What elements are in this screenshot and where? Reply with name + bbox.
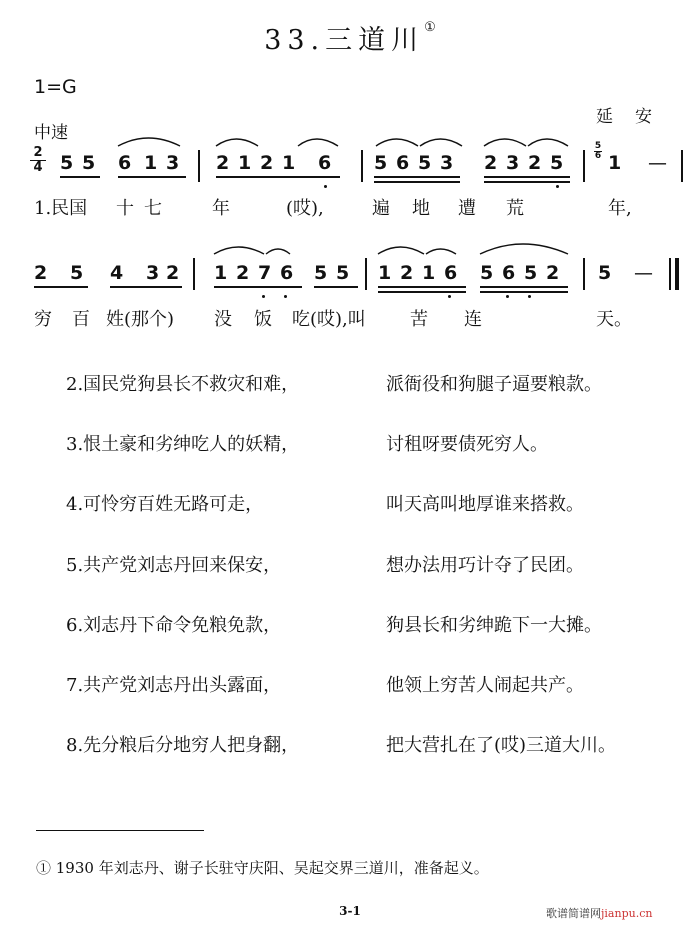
verse-line: 把大营扎在了(哎)三道大川。: [386, 735, 617, 756]
note: 6: [444, 262, 458, 284]
slur: [420, 139, 462, 146]
note: 6: [396, 152, 410, 174]
watermark-text: 歌谱简谱网: [546, 907, 601, 920]
note: 3: [146, 262, 160, 284]
grace-note-bottom: 6: [594, 151, 602, 161]
note: 6: [318, 152, 332, 174]
note: 1: [282, 152, 296, 174]
lyric: 遭: [458, 198, 476, 219]
verse-line: 2.国民党狗县长不救灾和难，: [66, 374, 300, 395]
note: 1: [144, 152, 158, 174]
note: 5: [598, 262, 612, 284]
tempo-marking: 中速: [34, 123, 68, 143]
slur: [528, 139, 568, 146]
note: 2: [400, 262, 414, 284]
verse-line: 6.刘志丹下命令免粮免款，: [66, 615, 282, 636]
time-signature-bottom: 4: [33, 160, 43, 175]
footnote: ① 1930 年刘志丹、谢子长驻守庆阳、吴起交界三道川，准备起义。: [36, 859, 489, 877]
note: 3: [440, 152, 454, 174]
slur: [266, 249, 290, 254]
verse-line: 5.共产党刘志丹回来保安，: [66, 555, 282, 576]
lyric: (哎),: [286, 198, 324, 219]
verse-line: 3.恨土豪和劣绅吃人的妖精，: [66, 434, 300, 455]
note: 5: [60, 152, 74, 174]
lyric: 饭: [254, 309, 272, 330]
note: 1: [214, 262, 228, 284]
note: 1: [238, 152, 252, 174]
slur: [378, 247, 424, 254]
note: 2: [216, 152, 230, 174]
slur: [484, 139, 526, 146]
note: 5: [480, 262, 494, 284]
slur: [426, 249, 456, 254]
note: 6: [502, 262, 516, 284]
note: 3: [506, 152, 520, 174]
slur: [216, 139, 258, 146]
lyric: 1.民国: [34, 198, 88, 219]
verse-line: 狗县长和劣绅跪下一大摊。: [386, 615, 602, 636]
note: 2: [34, 262, 48, 284]
lyric: 吃(哎),叫: [292, 309, 366, 330]
sustain-dash: —: [648, 152, 667, 174]
footnote-marker: ①: [424, 20, 436, 35]
lyric: 遍: [372, 198, 390, 219]
lyric: 穷: [34, 309, 52, 330]
key-signature: 1=G: [34, 76, 77, 98]
watermark-site: jianpu.cn: [601, 907, 653, 920]
note: 6: [280, 262, 294, 284]
note: 5: [70, 262, 84, 284]
lyric: 天。: [596, 309, 632, 330]
lyric: 连: [464, 309, 482, 330]
note: 5: [336, 262, 350, 284]
verse-line: 他领上穷苦人闹起共产。: [386, 675, 584, 696]
verse-line: 想办法用巧计夺了民团。: [386, 555, 584, 576]
note: 6: [118, 152, 132, 174]
song-title: 33.三道川①: [264, 20, 436, 56]
region-label: 延安: [596, 107, 674, 127]
slur: [376, 139, 418, 146]
sustain-dash: —: [634, 262, 653, 284]
lyric: 年,: [608, 198, 632, 219]
page-number: 3-1: [339, 904, 361, 918]
note: 2: [528, 152, 542, 174]
verse-line: 叫天高叫地厚谁来搭救。: [386, 494, 584, 515]
note: 5: [82, 152, 96, 174]
slur: [214, 247, 264, 254]
slur: [480, 244, 568, 254]
slur: [298, 139, 338, 146]
grace-note-top: 5: [594, 141, 602, 151]
verse-line: 派衙役和狗腿子逼要粮款。: [386, 374, 602, 395]
note: 2: [166, 262, 180, 284]
note: 1: [378, 262, 392, 284]
note: 2: [236, 262, 250, 284]
note: 5: [418, 152, 432, 174]
note: 5: [314, 262, 328, 284]
lyric: 百: [72, 309, 90, 330]
lyric: 荒: [506, 198, 524, 219]
verse-line: 7.共产党刘志丹出头露面，: [66, 675, 282, 696]
note: 1: [422, 262, 436, 284]
note: 2: [484, 152, 498, 174]
note: 5: [550, 152, 564, 174]
lyric: 姓(那个): [106, 309, 175, 330]
note: 2: [260, 152, 274, 174]
note: 5: [374, 152, 388, 174]
note: 2: [546, 262, 560, 284]
note: 5: [524, 262, 538, 284]
verse-line: 讨租呀要债死穷人。: [386, 434, 548, 455]
note: 3: [166, 152, 180, 174]
lyric: 没: [214, 309, 232, 330]
note: 1: [608, 152, 622, 174]
time-signature-top: 2: [30, 146, 46, 161]
note: 4: [110, 262, 124, 284]
slur: [118, 138, 180, 146]
lyric: 十七: [116, 198, 172, 219]
verse-line: 8.先分粮后分地穷人把身翻，: [66, 735, 300, 756]
lyric: 地: [412, 198, 430, 219]
lyric: 苦: [410, 309, 428, 330]
note: 7: [258, 262, 272, 284]
verse-line: 4.可怜穷百姓无路可走，: [66, 494, 264, 515]
lyric: 年: [212, 198, 230, 219]
